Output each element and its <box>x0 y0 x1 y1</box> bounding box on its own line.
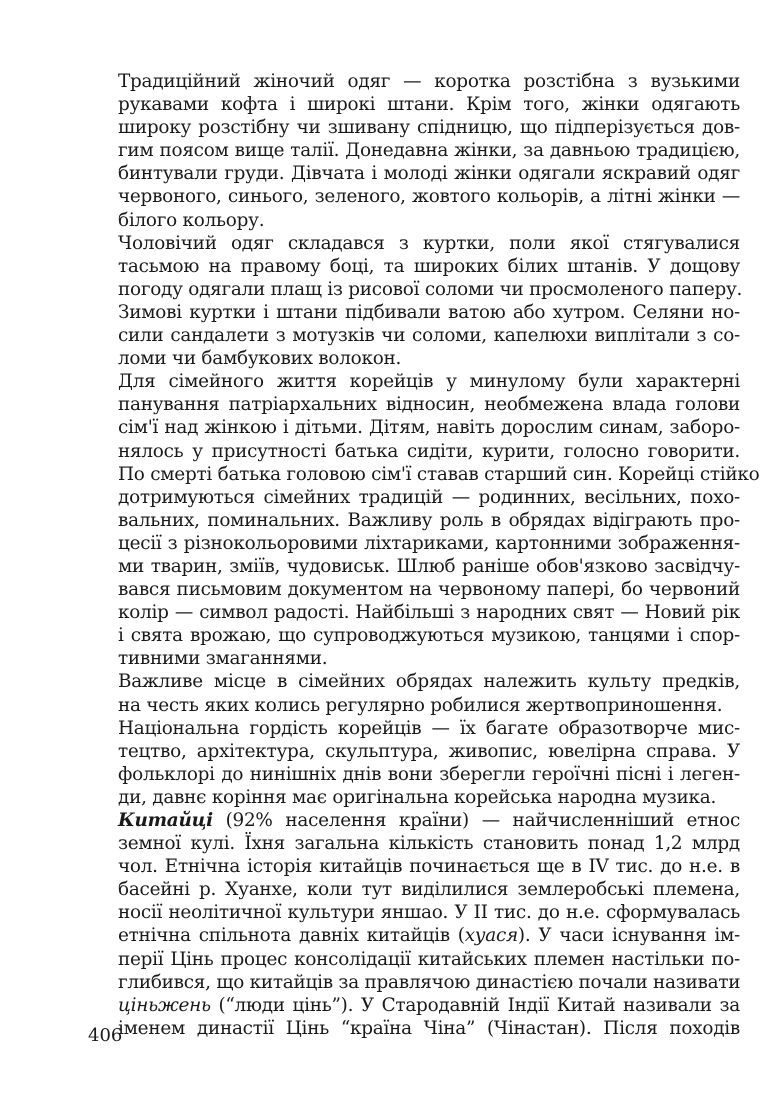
text-segment: ). У часи існування ім- <box>517 925 740 947</box>
text-line: чол. Етнічна історія китайців починається ще в IV тис. до н.е. в <box>118 856 740 878</box>
text-segment: (“люди цінь”). У Стародавній Індії Китай називали за <box>210 994 740 1016</box>
text-line: земної кулі. Їхня загальна кількість становить понад 1,2 млрд <box>118 833 740 855</box>
text-line: і свята врожаю, що супроводжуються музикою, танцями і спор- <box>118 625 740 647</box>
text-line: на честь яких колись регулярно робилися жертвоприношення. <box>118 694 723 716</box>
text-line <box>88 924 740 947</box>
text-segment: (92% населення країни) — найчисленніший етнос <box>212 810 740 831</box>
text-line: ми тварин, зміїв, чудовиськ. Шлюб раніше обов'язково засвідчу- <box>118 555 740 577</box>
text-line: червоного, синього, зеленого, жовтого кольорів, а літні жінки — <box>118 186 740 208</box>
text-line: сім'ї над жінкою і дітьми. Дітям, навіть дорослим синам, заборо- <box>118 417 740 439</box>
text-line: вальних, поминальних. Важливу роль в обрядах відіграють про- <box>118 509 740 531</box>
paragraph-womens-clothing <box>88 70 740 232</box>
text-line: Зимові куртки і штани підбивали ватою або хутром. Селяни но- <box>118 301 740 323</box>
text-line: тасьмою на правому боці, та широких білих штанів. У дощову <box>118 255 740 277</box>
text-line <box>88 809 740 832</box>
text-line: По смерті батька головою сім'ї ставав старший син. Корейці стійко <box>118 463 760 485</box>
text-line: бинтували груди. Дівчата і молоді жінки одягали яскравий одяг <box>118 163 740 185</box>
text-line: тецтво, архітектура, скульптура, живопис, ювелірна справа. У <box>118 740 740 762</box>
text-line: вався письмовим документом на червоному папері, бо червоний <box>118 579 740 601</box>
text-line: ломи чи бамбукових волокон. <box>118 348 402 370</box>
text-line: нялось у присутності батька сидіти, курити, голосно говорити. <box>118 440 740 462</box>
text-line: сили сандалети з мотузків чи соломи, капелюхи виплітали з со- <box>118 325 740 347</box>
text-line: Чоловічий одяг складався з куртки, поли якої стягувалися <box>118 232 740 254</box>
text-line: панування патріархальних відносин, необмежена влада голови <box>118 394 740 416</box>
text-line: гим поясом вище талії. Донедавна жінки, за давньою традицією, <box>118 140 740 162</box>
paragraph-family-life <box>88 370 760 670</box>
body-text <box>88 70 760 1040</box>
text-line: іменем династії Цінь “країна Чіна” (Чінастан). Після походів <box>118 1017 740 1039</box>
paragraph-national-pride <box>88 717 740 809</box>
text-line: перії Цінь процес консолідації китайських племен настільки по- <box>118 948 740 970</box>
text-line: глибився, що китайців за правлячою династією почали називати <box>118 971 741 993</box>
term-chinese: Китайці <box>118 810 213 831</box>
text-line: носії неолітичної культури яншао. У II тис. до н.е. сформувалась <box>118 902 740 924</box>
text-line <box>88 994 740 1017</box>
term-tsinzhen: ціньжень <box>118 994 211 1016</box>
text-line: дотримуються сімейних традицій — родинних, весільних, похо- <box>118 486 740 508</box>
text-line: білого кольору. <box>118 209 265 231</box>
text-line: Національна гордість корейців — їх багате образотворче мис- <box>118 717 740 739</box>
text-line: Традиційний жіночий одяг — коротка розстібна з вузькими <box>118 71 740 92</box>
text-line: Для сімейного життя корейців у минулому були характерні <box>118 371 740 393</box>
term-huasya: хуася <box>464 925 518 947</box>
text-line: фольклорі до нинішніх днів вони зберегли героїчні пісні і леген- <box>118 763 740 785</box>
text-line: погоду одягали плащ із рисової соломи чи просмоленого паперу. <box>118 278 743 300</box>
paragraph-ancestor-cult <box>88 670 740 716</box>
text-line: цесії з різнокольоровими ліхтариками, картонними зображення- <box>118 532 740 554</box>
text-line: колір — символ радості. Найбільші з народних свят — Новий рік <box>118 602 740 624</box>
page-number: 406 <box>88 1025 123 1046</box>
text-line: тивними змаганнями. <box>118 648 328 670</box>
text-line: рукавами кофта і широкі штани. Крім того, жінки одягають <box>118 94 740 116</box>
text-segment: етнічна спільнота давніх китайців ( <box>118 925 465 947</box>
text-line: широку розстібну чи зшивану спідницю, що підперізується дов- <box>118 117 740 139</box>
text-line: Важливе місце в сімейних обрядах належить культу предків, <box>118 671 740 693</box>
text-line: басейні р. Хуанхе, коли тут виділилися землеробські племена, <box>118 879 740 901</box>
text-line: ди, давнє коріння має оригінальна корейська народна музика. <box>118 786 717 808</box>
paragraph-chinese <box>88 809 740 1040</box>
paragraph-mens-clothing <box>88 232 743 371</box>
